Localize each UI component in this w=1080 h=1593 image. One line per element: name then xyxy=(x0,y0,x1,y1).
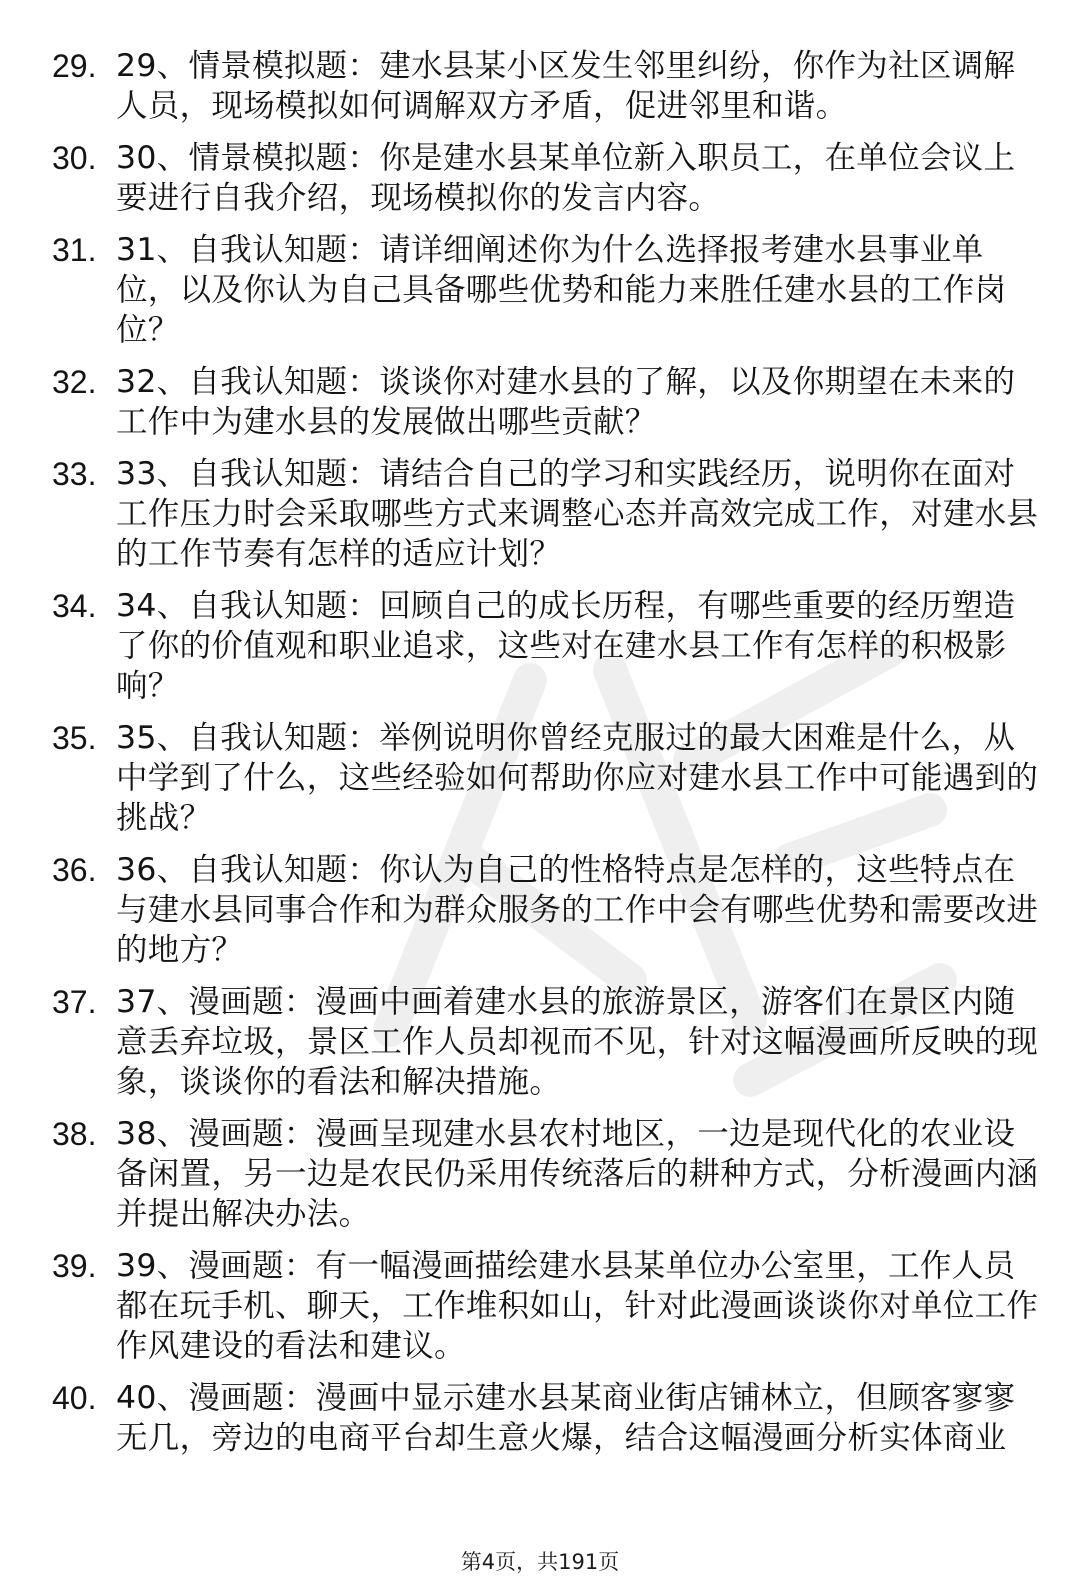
list-number: 31. xyxy=(52,232,97,268)
question-text: 29、情景模拟题：建水县某小区发生邻里纠纷，你作为社区调解人员，现场模拟如何调解双方矛盾，促进邻里和谐。 xyxy=(116,48,1016,124)
question-text: 30、情景模拟题：你是建水县某单位新入职员工，在单位会议上要进行自我介绍，现场模拟你的发言内容。 xyxy=(116,140,1016,216)
list-number: 36. xyxy=(52,852,97,888)
question-item-37 xyxy=(52,982,1042,1102)
question-item-36 xyxy=(52,850,1042,970)
list-number: 30. xyxy=(52,140,97,176)
list-number: 33. xyxy=(52,456,97,492)
question-text: 37、漫画题：漫画中画着建水县的旅游景区，游客们在景区内随意丢弃垃圾，景区工作人员却视而不见，针对这幅漫画所反映的现象，谈谈你的看法和解决措施。 xyxy=(116,984,1039,1100)
question-text: 40、漫画题：漫画中显示建水县某商业街店铺林立，但顾客寥寥无几，旁边的电商平台却生意火爆，结合这幅漫画分析实体商业 xyxy=(116,1380,1016,1456)
question-text: 34、自我认知题：回顾自己的成长历程，有哪些重要的经历塑造了你的价值观和职业追求，这些对在建水县工作有怎样的积极影响？ xyxy=(116,588,1016,704)
question-item-34 xyxy=(52,586,1042,706)
list-number: 35. xyxy=(52,720,97,756)
question-item-38 xyxy=(52,1114,1042,1234)
question-text: 31、自我认知题：请详细阐述你为什么选择报考建水县事业单位，以及你认为自己具备哪些优势和能力来胜任建水县的工作岗位？ xyxy=(116,232,1007,348)
page-number-footer: 第4页，共191页 xyxy=(460,1550,620,1574)
question-item-33 xyxy=(52,454,1042,574)
question-list xyxy=(52,46,1042,1470)
question-item-39 xyxy=(52,1246,1042,1366)
list-number: 39. xyxy=(52,1248,97,1284)
question-text: 38、漫画题：漫画呈现建水县农村地区，一边是现代化的农业设备闲置，另一边是农民仍采用传统落后的耕种方式，分析漫画内涵并提出解决办法。 xyxy=(116,1116,1039,1232)
list-number: 34. xyxy=(52,588,97,624)
list-number: 29. xyxy=(52,48,97,84)
list-number: 38. xyxy=(52,1116,97,1152)
list-number: 32. xyxy=(52,364,97,400)
question-text: 36、自我认知题：你认为自己的性格特点是怎样的，这些特点在与建水县同事合作和为群众服务的工作中会有哪些优势和需要改进的地方？ xyxy=(116,852,1039,968)
question-text: 33、自我认知题：请结合自己的学习和实践经历，说明你在面对工作压力时会采取哪些方式来调整心态并高效完成工作，对建水县的工作节奏有怎样的适应计划？ xyxy=(116,456,1039,572)
list-number: 40. xyxy=(52,1380,97,1416)
question-text: 32、自我认知题：谈谈你对建水县的了解，以及你期望在未来的工作中为建水县的发展做出哪些贡献？ xyxy=(116,364,1016,440)
list-number: 37. xyxy=(52,984,97,1020)
question-text: 39、漫画题：有一幅漫画描绘建水县某单位办公室里，工作人员都在玩手机、聊天，工作堆积如山，针对此漫画谈谈你对单位工作作风建设的看法和建议。 xyxy=(116,1248,1039,1364)
question-item-40 xyxy=(52,1378,1042,1458)
question-item-31 xyxy=(52,230,1042,350)
question-item-29 xyxy=(52,46,1042,126)
question-item-30 xyxy=(52,138,1042,218)
question-text: 35、自我认知题：举例说明你曾经克服过的最大困难是什么，从中学到了什么，这些经验如何帮助你应对建水县工作中可能遇到的挑战？ xyxy=(116,720,1039,836)
question-item-35 xyxy=(52,718,1042,838)
question-item-32 xyxy=(52,362,1042,442)
